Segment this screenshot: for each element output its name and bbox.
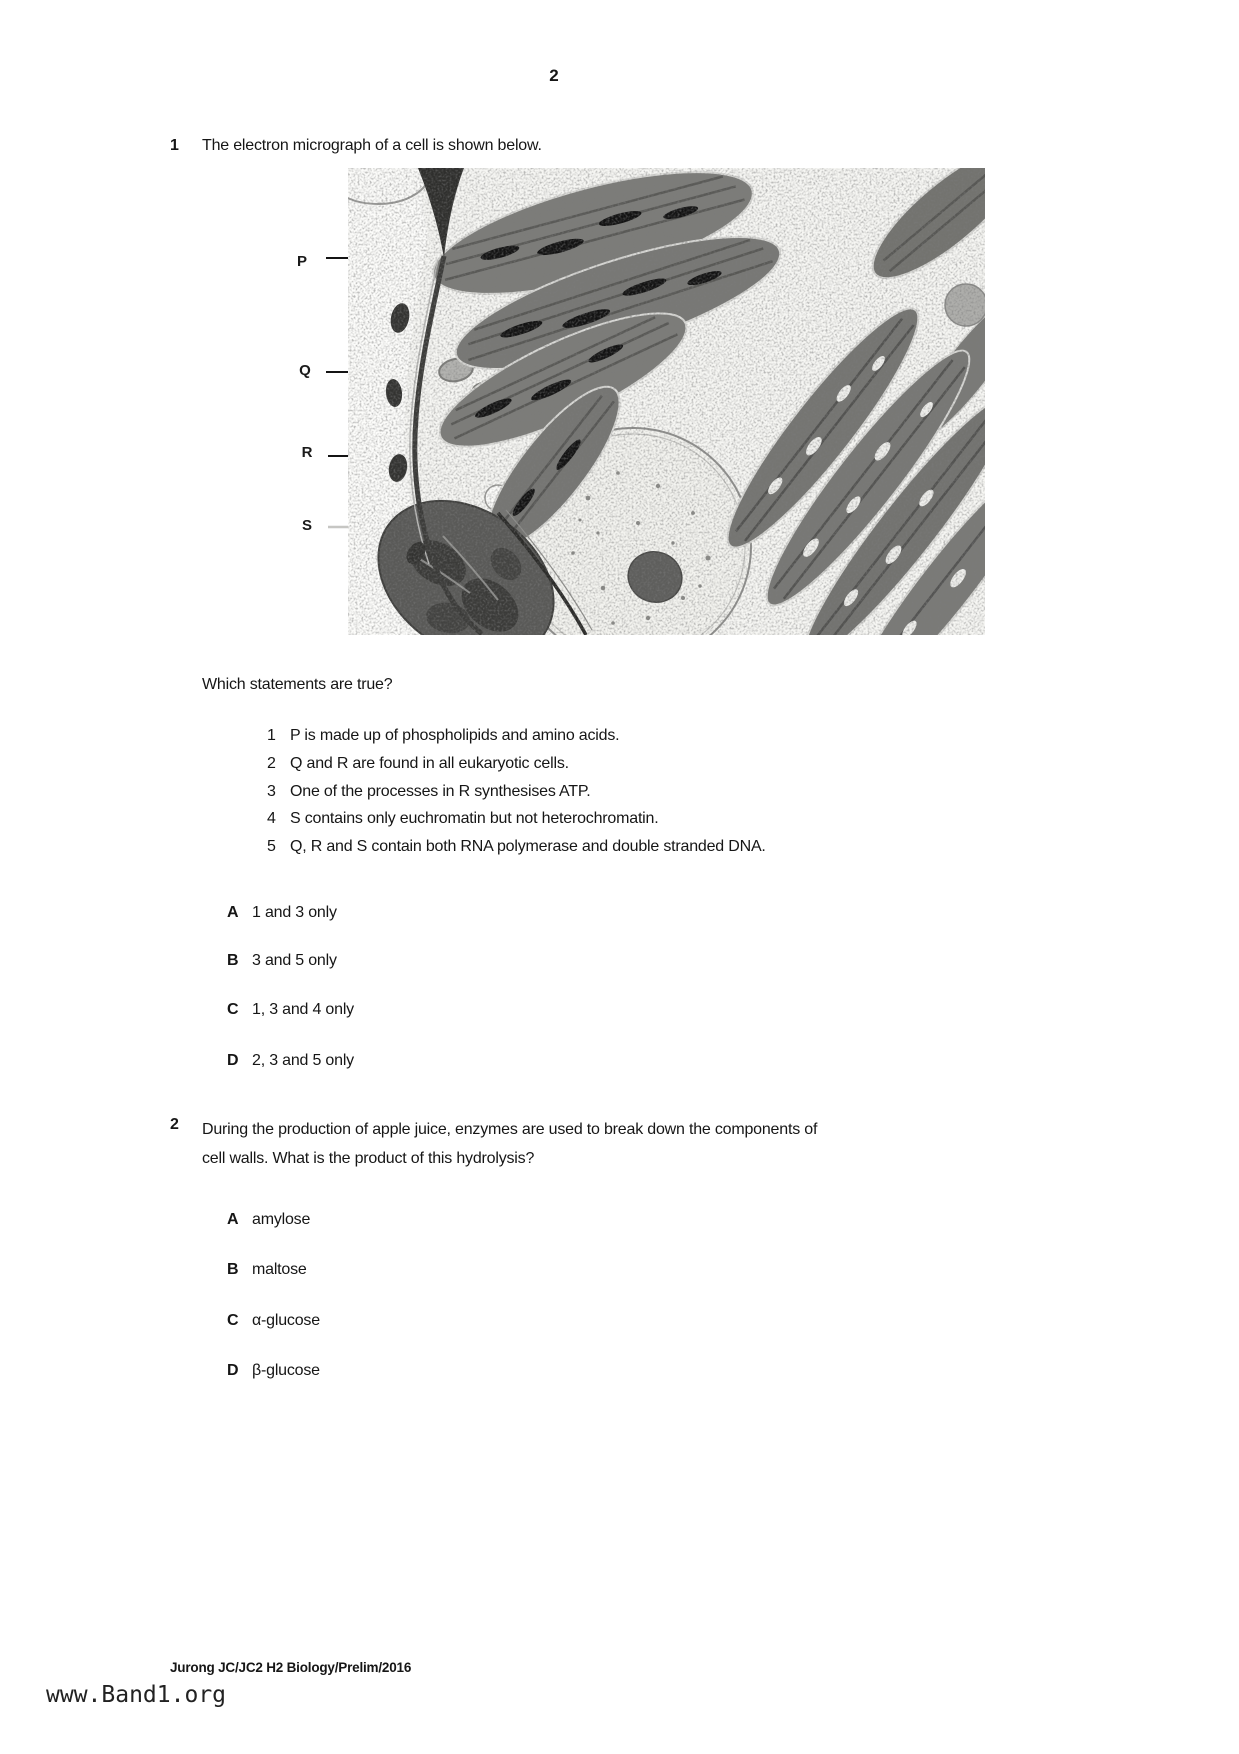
question-1-statements — [267, 726, 917, 856]
statement-2-text: Q and R are found in all eukaryotic cells. — [290, 755, 569, 772]
question-1-stem: The electron micrograph of a cell is shown below. — [202, 137, 542, 154]
q1-option-c-text: 1, 3 and 4 only — [252, 1001, 354, 1018]
electron-micrograph-figure — [250, 168, 990, 635]
statement-3-number: 3 — [267, 783, 276, 800]
statement-5-text: Q, R and S contain both RNA polymerase and double stranded DNA. — [290, 838, 766, 855]
q2-option-a-text: amylose — [252, 1211, 311, 1228]
question-1-options — [227, 903, 627, 1073]
statement-2 — [267, 754, 569, 774]
statement-2-number: 2 — [267, 755, 276, 772]
q1-option-c-letter: C — [227, 1001, 239, 1018]
statement-4 — [267, 809, 658, 829]
figure-label-q: Q — [299, 362, 311, 379]
q2-option-a-letter: A — [227, 1211, 239, 1228]
q2-option-c — [227, 1311, 320, 1331]
question-2-stem-line-2: cell walls. What is the product of this hydrolysis? — [202, 1150, 535, 1167]
q2-option-d — [227, 1361, 320, 1381]
statement-1 — [267, 726, 619, 746]
q1-option-c — [227, 1000, 354, 1020]
q1-option-d — [227, 1051, 354, 1071]
q1-option-b-letter: B — [227, 952, 239, 969]
q1-option-b — [227, 951, 337, 971]
question-2-number: 2 — [170, 1116, 179, 1133]
statement-4-text: S contains only euchromatin but not heterochromatin. — [290, 810, 659, 827]
q1-option-d-text: 2, 3 and 5 only — [252, 1052, 354, 1069]
page-number: 2 — [549, 66, 559, 85]
photo-grain — [348, 168, 985, 635]
footer-exam-reference: Jurong JC/JC2 H2 Biology/Prelim/2016 — [170, 1660, 412, 1675]
q1-option-a-text: 1 and 3 only — [252, 904, 337, 921]
figure-label-s: S — [301, 517, 313, 534]
q2-option-b — [227, 1260, 307, 1280]
q1-option-a-letter: A — [227, 904, 239, 921]
question-1-number: 1 — [170, 137, 179, 154]
q2-option-b-text: maltose — [252, 1261, 307, 1278]
q2-option-c-letter: C — [227, 1312, 239, 1329]
q2-option-d-text: β-glucose — [252, 1362, 320, 1379]
statement-5 — [267, 837, 766, 857]
micrograph-photo — [326, 168, 990, 635]
question-1-prompt: Which statements are true? — [202, 676, 393, 693]
statement-1-number: 1 — [267, 727, 276, 744]
q2-option-a — [227, 1210, 310, 1230]
q2-option-b-letter: B — [227, 1261, 239, 1278]
q1-option-a — [227, 903, 337, 923]
q2-option-c-text: α-glucose — [252, 1312, 320, 1329]
q1-option-b-text: 3 and 5 only — [252, 952, 337, 969]
q1-option-d-letter: D — [227, 1052, 239, 1069]
statement-5-number: 5 — [267, 838, 276, 855]
statement-4-number: 4 — [267, 810, 276, 827]
question-2-options — [227, 1210, 627, 1390]
figure-label-p: P — [296, 253, 308, 270]
footer-website: www.Band1.org — [46, 1682, 227, 1708]
figure-label-r: R — [301, 444, 313, 461]
question-2 — [170, 1115, 970, 1173]
statement-1-text: P is made up of phospholipids and amino acids. — [290, 727, 620, 744]
statement-3 — [267, 782, 591, 802]
question-2-stem-line-1: During the production of apple juice, enzymes are used to break down the components of — [202, 1121, 818, 1138]
q2-option-d-letter: D — [227, 1362, 239, 1379]
statement-3-text: One of the processes in R synthesises ATP. — [290, 783, 591, 800]
question-1 — [170, 136, 950, 156]
